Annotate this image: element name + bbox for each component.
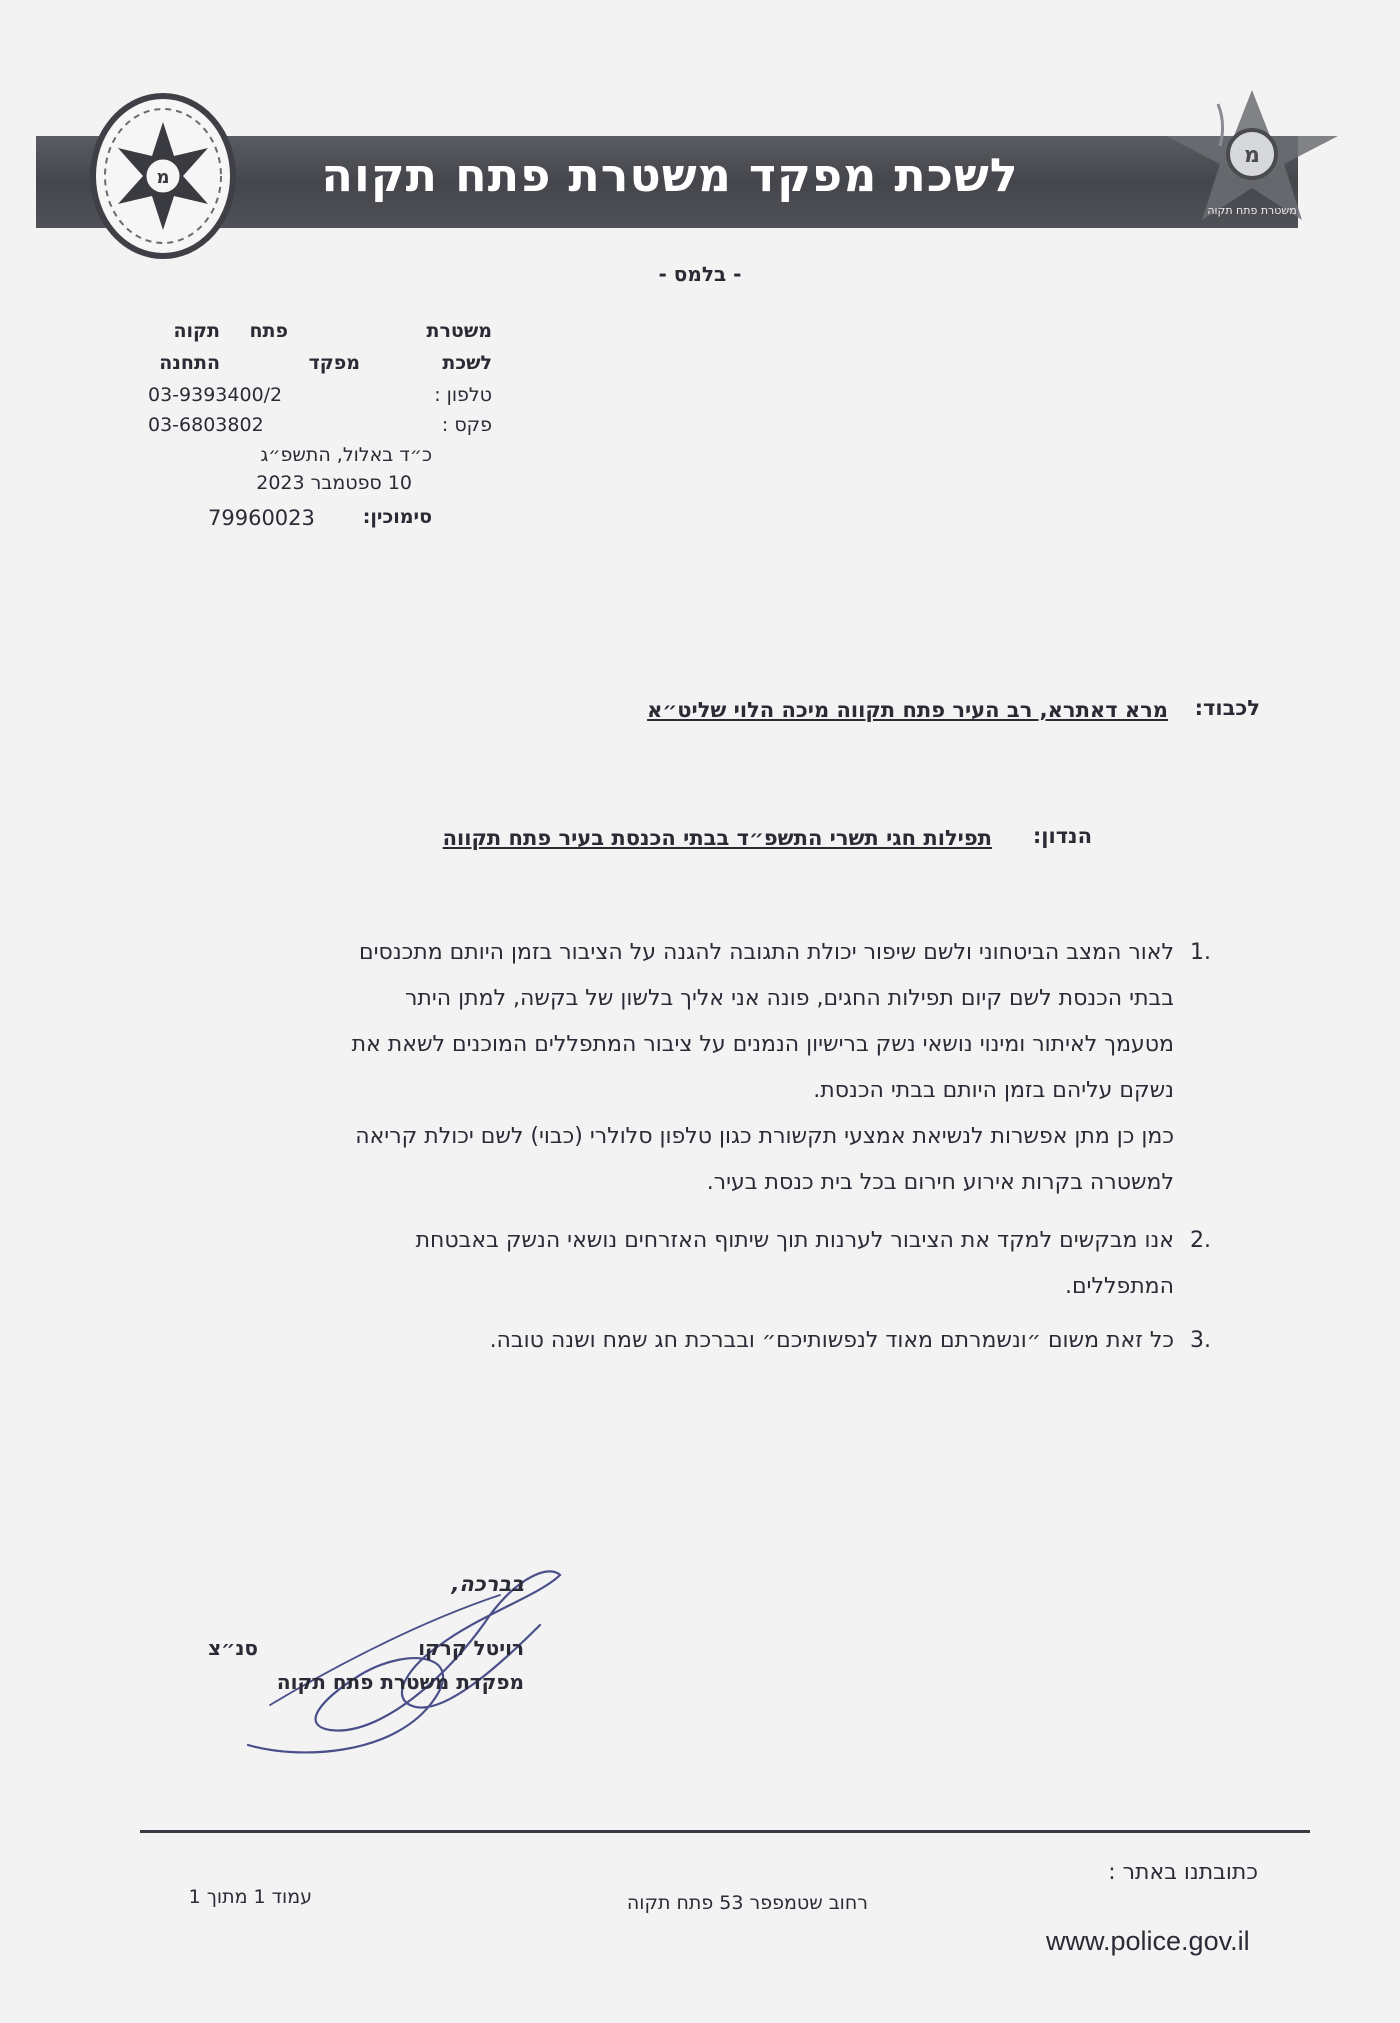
police-emblem-right-icon <box>1148 84 1356 234</box>
item-1-line-1: לאור המצב הביטחוני ולשם שיפור יכולת התגובה להגנה על הציבור בזמן היותם מתכנסים <box>359 940 1174 965</box>
item-number-2: 2. <box>1190 1228 1211 1253</box>
item-1-line-4: נשקם עליהם בזמן היותם בבתי הכנסת. <box>813 1078 1174 1103</box>
page-number: עמוד 1 מתוך 1 <box>188 1886 312 1908</box>
emblem-right-caption: משטרת פתח תקוה <box>1207 204 1297 217</box>
recipient-label: לכבוד: <box>1194 696 1260 720</box>
header-title: לשכת מפקד משטרת פתח תקוה <box>321 148 1019 202</box>
item-1-line-2: בבתי הכנסת לשם קיום תפילות החגים, פונה אני אליך בלשון של בקשה, למתן היתר <box>404 986 1174 1011</box>
item-1-line-5: כמן כן מתן אפשרות לנשיאת אמצעי תקשורת כגון טלפון סלולרי (כבוי) לשם יכולת קריאה <box>355 1124 1174 1149</box>
sender-line2-word2: מפקד <box>308 352 360 374</box>
subject-text: תפילות חגי תשרי התשפ״ד בבתי הכנסת בעיר פתח תקווה <box>442 826 992 850</box>
signature-name: רויטל קרקו <box>418 1636 524 1660</box>
gregorian-date: 10 ספטמבר 2023 <box>256 472 412 494</box>
recipient-name: מרא דאתרא, רב העיר פתח תקווה מיכה הלוי שליט״א <box>647 698 1168 722</box>
signature-rank: סנ״צ <box>208 1636 258 1660</box>
reference-number: 79960023 <box>208 506 315 530</box>
fax-number: 03-6803802 <box>148 414 264 436</box>
sender-line2-word3: התחנה <box>159 352 220 374</box>
signature-title: מפקדת משטרת פתח תקוה <box>276 1670 524 1694</box>
item-2-line-1: אנו מבקשים למקד את הציבור לערנות תוך שיתוף האזרחים נושאי הנשק באבטחת <box>415 1228 1174 1253</box>
sender-line2-word1: לשכת <box>442 352 492 374</box>
website-link[interactable]: www.police.gov.il <box>1046 1926 1250 1956</box>
item-2-line-2: המתפללים. <box>1064 1274 1174 1299</box>
handwritten-signature-icon <box>240 1555 580 1765</box>
classification-label: - בלמס - <box>658 262 742 286</box>
item-3-line-1: כל זאת משום ״ונשמרתם מאוד לנפשותיכם״ ובברכת חג שמח ושנה טובה. <box>489 1328 1174 1353</box>
footer-divider <box>140 1830 1310 1833</box>
signature-closing: בברכה, <box>451 1572 524 1596</box>
hebrew-date: כ״ד באלול, התשפ״ג <box>260 444 432 466</box>
phone-number: 03-9393400/2 <box>148 384 283 406</box>
fax-label: פקס : <box>441 414 492 436</box>
footer-address: רחוב שטמפפר 53 פתח תקוה <box>626 1892 868 1914</box>
police-emblem-left-icon <box>88 92 238 260</box>
svg-text:מ: מ <box>1244 143 1260 168</box>
item-number-1: 1. <box>1190 940 1211 965</box>
item-1-line-3: מטעמך לאיתור ומינוי נושאי נשק ברישיון הנמנים על ציבור המתפללים המוכנים לשאת את <box>351 1032 1174 1057</box>
sender-line1-word1: משטרת <box>426 320 492 342</box>
svg-text:מ: מ <box>156 167 170 188</box>
item-1-line-6: למשטרה בקרות אירוע חירום בכל בית כנסת בעיר. <box>706 1170 1174 1195</box>
phone-label: טלפון : <box>434 384 492 406</box>
website-label: כתובתנו באתר : <box>1108 1860 1258 1885</box>
reference-label: סימוכין: <box>362 506 432 528</box>
sender-line1-word2: פתח <box>249 320 288 342</box>
sender-line1-word3: תקוה <box>173 320 220 342</box>
subject-label: הנדון: <box>1032 824 1092 848</box>
item-number-3: 3. <box>1190 1328 1211 1353</box>
